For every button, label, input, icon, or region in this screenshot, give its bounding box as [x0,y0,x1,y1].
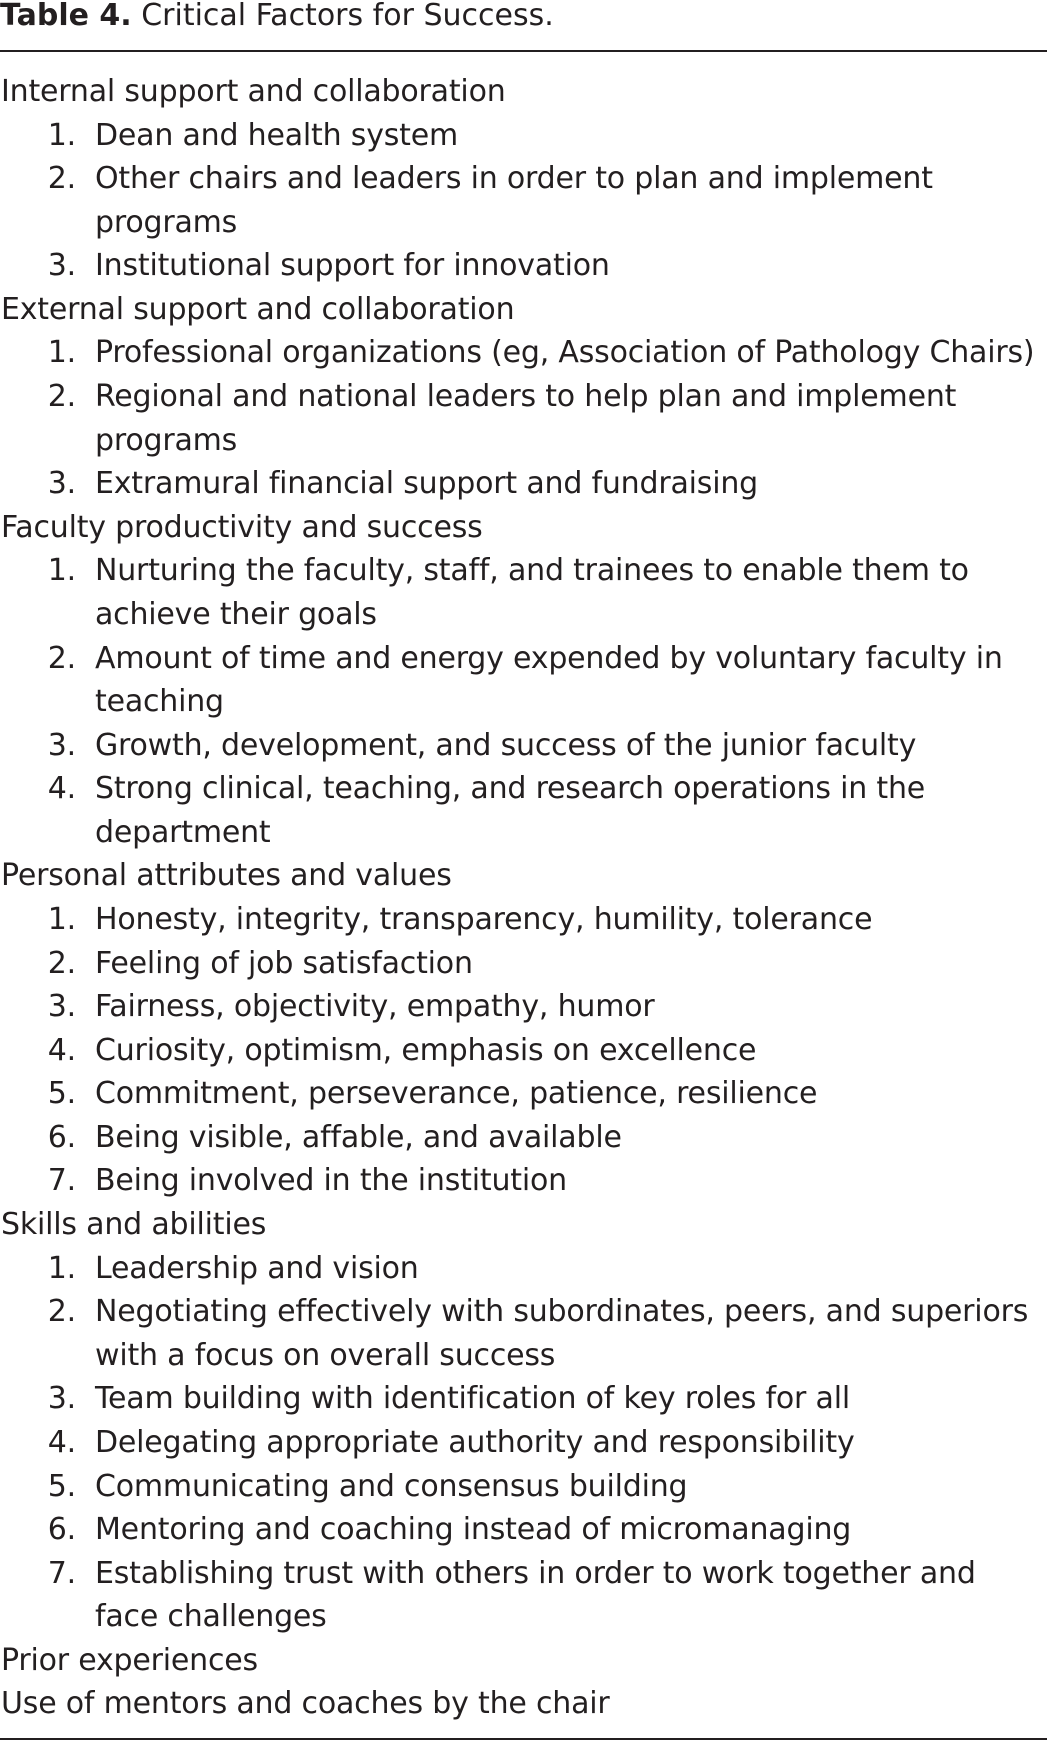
list-item [0,942,1047,986]
item-text: Team building with identification of key roles for all [95,1381,850,1417]
item-text: face challenges [95,1599,327,1635]
list-item [0,637,1047,681]
item-number: 1. [47,553,76,589]
item-text: programs [95,204,238,240]
item-number: 2. [47,1294,76,1330]
list-item [0,1465,1047,1509]
item-number: 7. [47,1555,76,1591]
list-item [0,1552,1047,1596]
table-title: Critical Factors for Success. [141,0,554,33]
list-item [0,724,1047,768]
item-text: Honesty, integrity, transparency, humility, tolerance [95,901,873,937]
item-number: 1. [47,901,76,937]
item-number: 4. [47,1032,76,1068]
item-text: Other chairs and leaders in order to plan and implement [95,161,933,197]
item-number: 3. [47,989,76,1025]
list-item [0,1029,1047,1073]
list-item [0,331,1047,375]
item-text: department [95,814,271,850]
item-number: 2. [47,161,76,197]
item-text: Curiosity, optimism, emphasis on excellence [95,1032,757,1068]
item-text: Being visible, affable, and available [95,1119,622,1155]
item-number: 1. [47,335,76,371]
list-item-continuation [0,811,1047,855]
item-text: Amount of time and energy expended by voluntary faculty in [95,640,1003,676]
item-text: Leadership and vision [95,1250,419,1286]
list-item [0,114,1047,158]
list-item [0,898,1047,942]
section-title: Prior experiences [1,1642,258,1678]
item-text: Professional organizations (eg, Association of Pathology Chairs) [95,335,1035,371]
list-item [0,1377,1047,1421]
item-text: Dean and health system [95,117,459,153]
list-item [0,375,1047,419]
section-title: Personal attributes and values [1,858,452,894]
table-caption [0,0,554,34]
item-number: 3. [47,727,76,763]
item-number: 5. [47,1076,76,1112]
list-item [0,767,1047,811]
list-item-continuation [0,419,1047,463]
list-item [0,1508,1047,1552]
list-item [0,1072,1047,1116]
list-item-continuation [0,201,1047,245]
item-text: Mentoring and coaching instead of micromanaging [95,1512,852,1548]
item-number: 1. [47,117,76,153]
section-title: Use of mentors and coaches by the chair [1,1686,610,1722]
item-text: Institutional support for innovation [95,248,610,284]
item-text: teaching [95,684,224,720]
list-item [0,157,1047,201]
item-number: 3. [47,248,76,284]
list-item-continuation [0,680,1047,724]
top-rule [0,50,1047,52]
item-number: 2. [47,945,76,981]
list-item [0,462,1047,506]
list-item-continuation [0,593,1047,637]
item-number: 2. [47,640,76,676]
list-item [0,1290,1047,1334]
list-item [0,1421,1047,1465]
list-item [0,1159,1047,1203]
item-text: Regional and national leaders to help plan and implement [95,379,957,415]
list-item [0,549,1047,593]
bottom-rule [0,1738,1047,1740]
item-text: Growth, development, and success of the junior faculty [95,727,917,763]
item-number: 3. [47,1381,76,1417]
item-number: 1. [47,1250,76,1286]
item-text: Extramural financial support and fundraising [95,466,759,502]
list-item [0,985,1047,1029]
section-title: External support and collaboration [1,291,515,327]
list-item [0,244,1047,288]
item-number: 2. [47,379,76,415]
item-text: Negotiating effectively with subordinates, peers, and superiors [95,1294,1029,1330]
item-number: 5. [47,1468,76,1504]
list-item-continuation [0,1595,1047,1639]
table-label: Table 4. [0,0,132,33]
item-number: 4. [47,1424,76,1460]
item-number: 4. [47,771,76,807]
item-text: programs [95,422,238,458]
section-title: Faculty productivity and success [1,509,483,545]
list-item [0,1247,1047,1291]
item-number: 3. [47,466,76,502]
list-item-continuation [0,1334,1047,1378]
item-text: with a focus on overall success [95,1337,556,1373]
item-text: Strong clinical, teaching, and research operations in the [95,771,926,807]
item-text: Delegating appropriate authority and responsibility [95,1424,855,1460]
item-text: Fairness, objectivity, empathy, humor [95,989,655,1025]
table-body [0,70,1047,1726]
item-text: Commitment, perseverance, patience, resilience [95,1076,818,1112]
item-number: 6. [47,1512,76,1548]
item-text: Nurturing the faculty, staff, and trainees to enable them to [95,553,969,589]
section-title: Skills and abilities [1,1207,267,1243]
item-number: 7. [47,1163,76,1199]
item-text: achieve their goals [95,596,377,632]
item-number: 6. [47,1119,76,1155]
item-text: Communicating and consensus building [95,1468,688,1504]
item-text: Feeling of job satisfaction [95,945,473,981]
section-title: Internal support and collaboration [1,74,506,109]
list-item [0,1116,1047,1160]
item-text: Being involved in the institution [95,1163,567,1199]
item-text: Establishing trust with others in order to work together and [95,1555,976,1591]
